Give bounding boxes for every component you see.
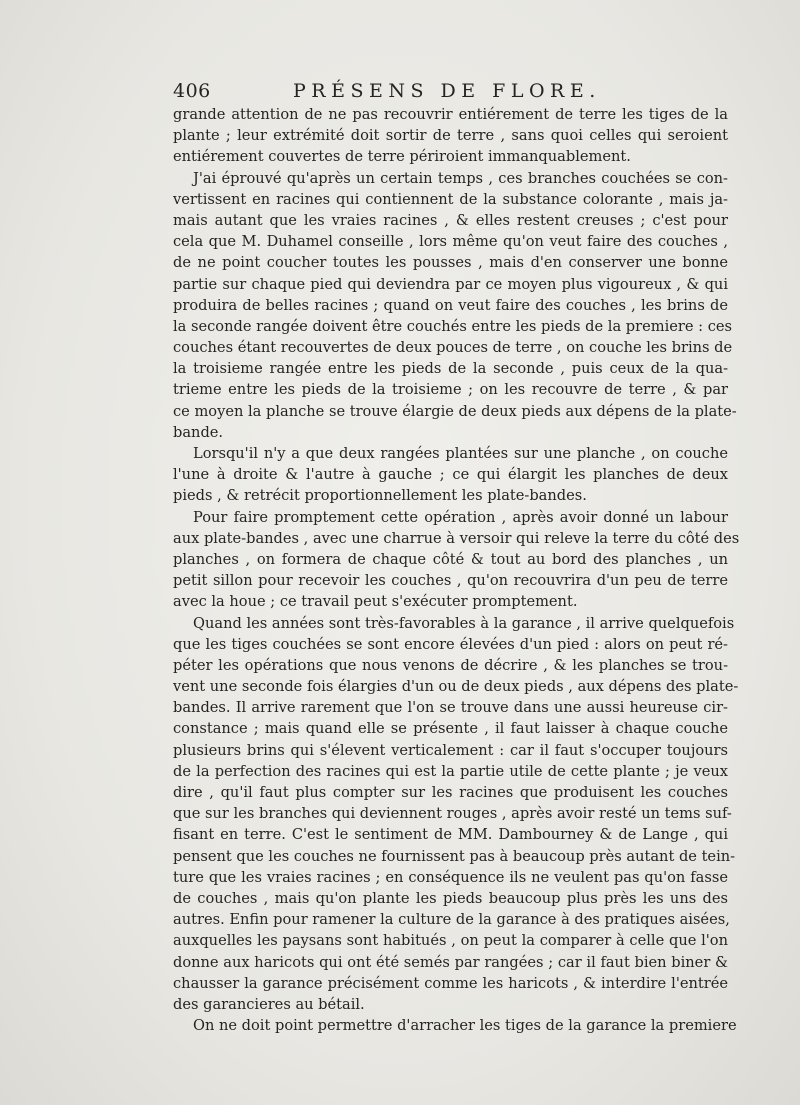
paragraph: [173, 613, 739, 1016]
text-line: vent une seconde fois élargies d'un ou de deux pieds , aux dépens des plate-: [173, 678, 739, 696]
text-line: aux plate-bandes , avec une charrue à versoir qui releve la terre du côté des: [173, 529, 740, 547]
paragraph: [173, 104, 728, 168]
text-line: Quand les années sont très-favorables à la garance , il arrive quelquefois: [193, 614, 735, 632]
text-line: cela que M. Duhamel conseille , lors même qu'on veut faire des couches ,: [173, 233, 728, 251]
text-line: constance ; mais quand elle se présente , il faut laisser à chaque couche: [173, 720, 728, 738]
text-line: plante ; leur extrémité doit sortir de terre , sans quoi celles qui seroient: [173, 127, 728, 145]
text-line: Lorsqu'il n'y a que deux rangées plantées sur une planche , on couche: [193, 445, 728, 462]
text-line: bandes. Il arrive rarement que l'on se trouve dans une aussi heureuse cir-: [173, 699, 728, 717]
text-line: des garancieres au bétail.: [173, 995, 365, 1013]
text-line: couches étant recouvertes de deux pouces de terre , on couche les brins de: [173, 339, 733, 357]
text-line: planches , on formera de chaque côté & tout au bord des planches , un: [173, 550, 728, 568]
paragraph: [173, 1015, 737, 1036]
text-line: autres. Enfin pour ramener la culture de la garance à des pratiques aisées,: [173, 911, 730, 929]
text-line: chausser la garance précisément comme les haricots , & interdire l'entrée: [173, 974, 728, 992]
text-line: produira de belles racines ; quand on veut faire des couches , les brins de: [173, 296, 728, 314]
running-title: PRÉSENS DE FLORE.: [293, 80, 601, 102]
text-line: grande attention de ne pas recouvrir entiérement de terre les tiges de la: [173, 106, 728, 123]
text-line: que sur les branches qui deviennent rouges , après avoir resté un tems suf-: [173, 805, 732, 823]
text-line: ce moyen la planche se trouve élargie de deux pieds aux dépens de la plate-: [173, 402, 737, 420]
text-line: partie sur chaque pied qui deviendra par ce moyen plus vigoureux , & qui: [173, 275, 728, 293]
text-line: mais autant que les vraies racines , & elles restent creuses ; c'est pour: [173, 211, 728, 229]
text-line: ture que les vraies racines ; en conséquence ils ne veulent pas qu'on fasse: [173, 868, 728, 886]
text-line: J'ai éprouvé qu'après un certain temps , ces branches couchées se con-: [193, 169, 728, 187]
text-line: avec la houe ; ce travail peut s'exécuter promptement.: [173, 593, 578, 611]
text-line: pensent que les couches ne fournissent pas à beaucoup près autant de tein-: [173, 847, 736, 865]
page-header: [173, 80, 728, 106]
paragraph: [173, 443, 728, 507]
body-text: [173, 104, 740, 1036]
text-line: de couches , mais qu'on plante les pieds beaucoup plus près les uns des: [173, 889, 728, 907]
text-line: la seconde rangée doivent être couchés entre les pieds de la premiere : ces: [173, 317, 732, 335]
page-number: 406: [173, 80, 211, 102]
text-line: trieme entre les pieds de la troisieme ; on les recouvre de terre , & par: [173, 381, 728, 399]
text-line: Pour faire promptement cette opération , après avoir donné un labour: [193, 508, 728, 526]
text-line: On ne doit point permettre d'arracher les tiges de la garance la premiere: [193, 1017, 737, 1035]
text-line: petit sillon pour recevoir les couches , qu'on recouvrira d'un peu de terre: [173, 572, 728, 590]
text-line: de ne point coucher toutes les pousses , mais d'en conserver une bonne: [173, 254, 728, 272]
text-line: auxquelles les paysans sont habitués , on peut la comparer à celle que l'on: [173, 932, 728, 950]
text-line: la troisieme rangée entre les pieds de la seconde , puis ceux de la qua-: [173, 360, 728, 378]
text-line: dire , qu'il faut plus compter sur les racines que produisent les couches: [173, 784, 728, 801]
text-line: que les tiges couchées se sont encore élevées d'un pied : alors on peut ré-: [173, 635, 728, 653]
text-line: plusieurs brins qui s'élevent verticalement : car il faut s'occuper toujours: [173, 741, 728, 759]
text-line: péter les opérations que nous venons de décrire , & les planches se trou-: [173, 656, 728, 674]
paragraph: [173, 168, 737, 443]
text-line: pieds , & retrécit proportionnellement les plate-bandes.: [173, 487, 587, 505]
text-line: vertissent en racines qui contiennent de la substance colorante , mais ja-: [173, 190, 728, 208]
text-line: entiérement couvertes de terre périroient immanquablement.: [173, 148, 631, 166]
paragraph: [173, 507, 740, 613]
text-line: l'une à droite & l'autre à gauche ; ce qui élargit les planches de deux: [173, 466, 728, 484]
text-line: de la perfection des racines qui est la partie utile de cette plante ; je veux: [173, 762, 728, 780]
text-line: bande.: [173, 423, 224, 441]
text-line: fisant en terre. C'est le sentiment de MM. Dambourney & de Lange , qui: [173, 826, 728, 844]
text-line: donne aux haricots qui ont été semés par rangées ; car il faut bien biner &: [173, 953, 728, 971]
